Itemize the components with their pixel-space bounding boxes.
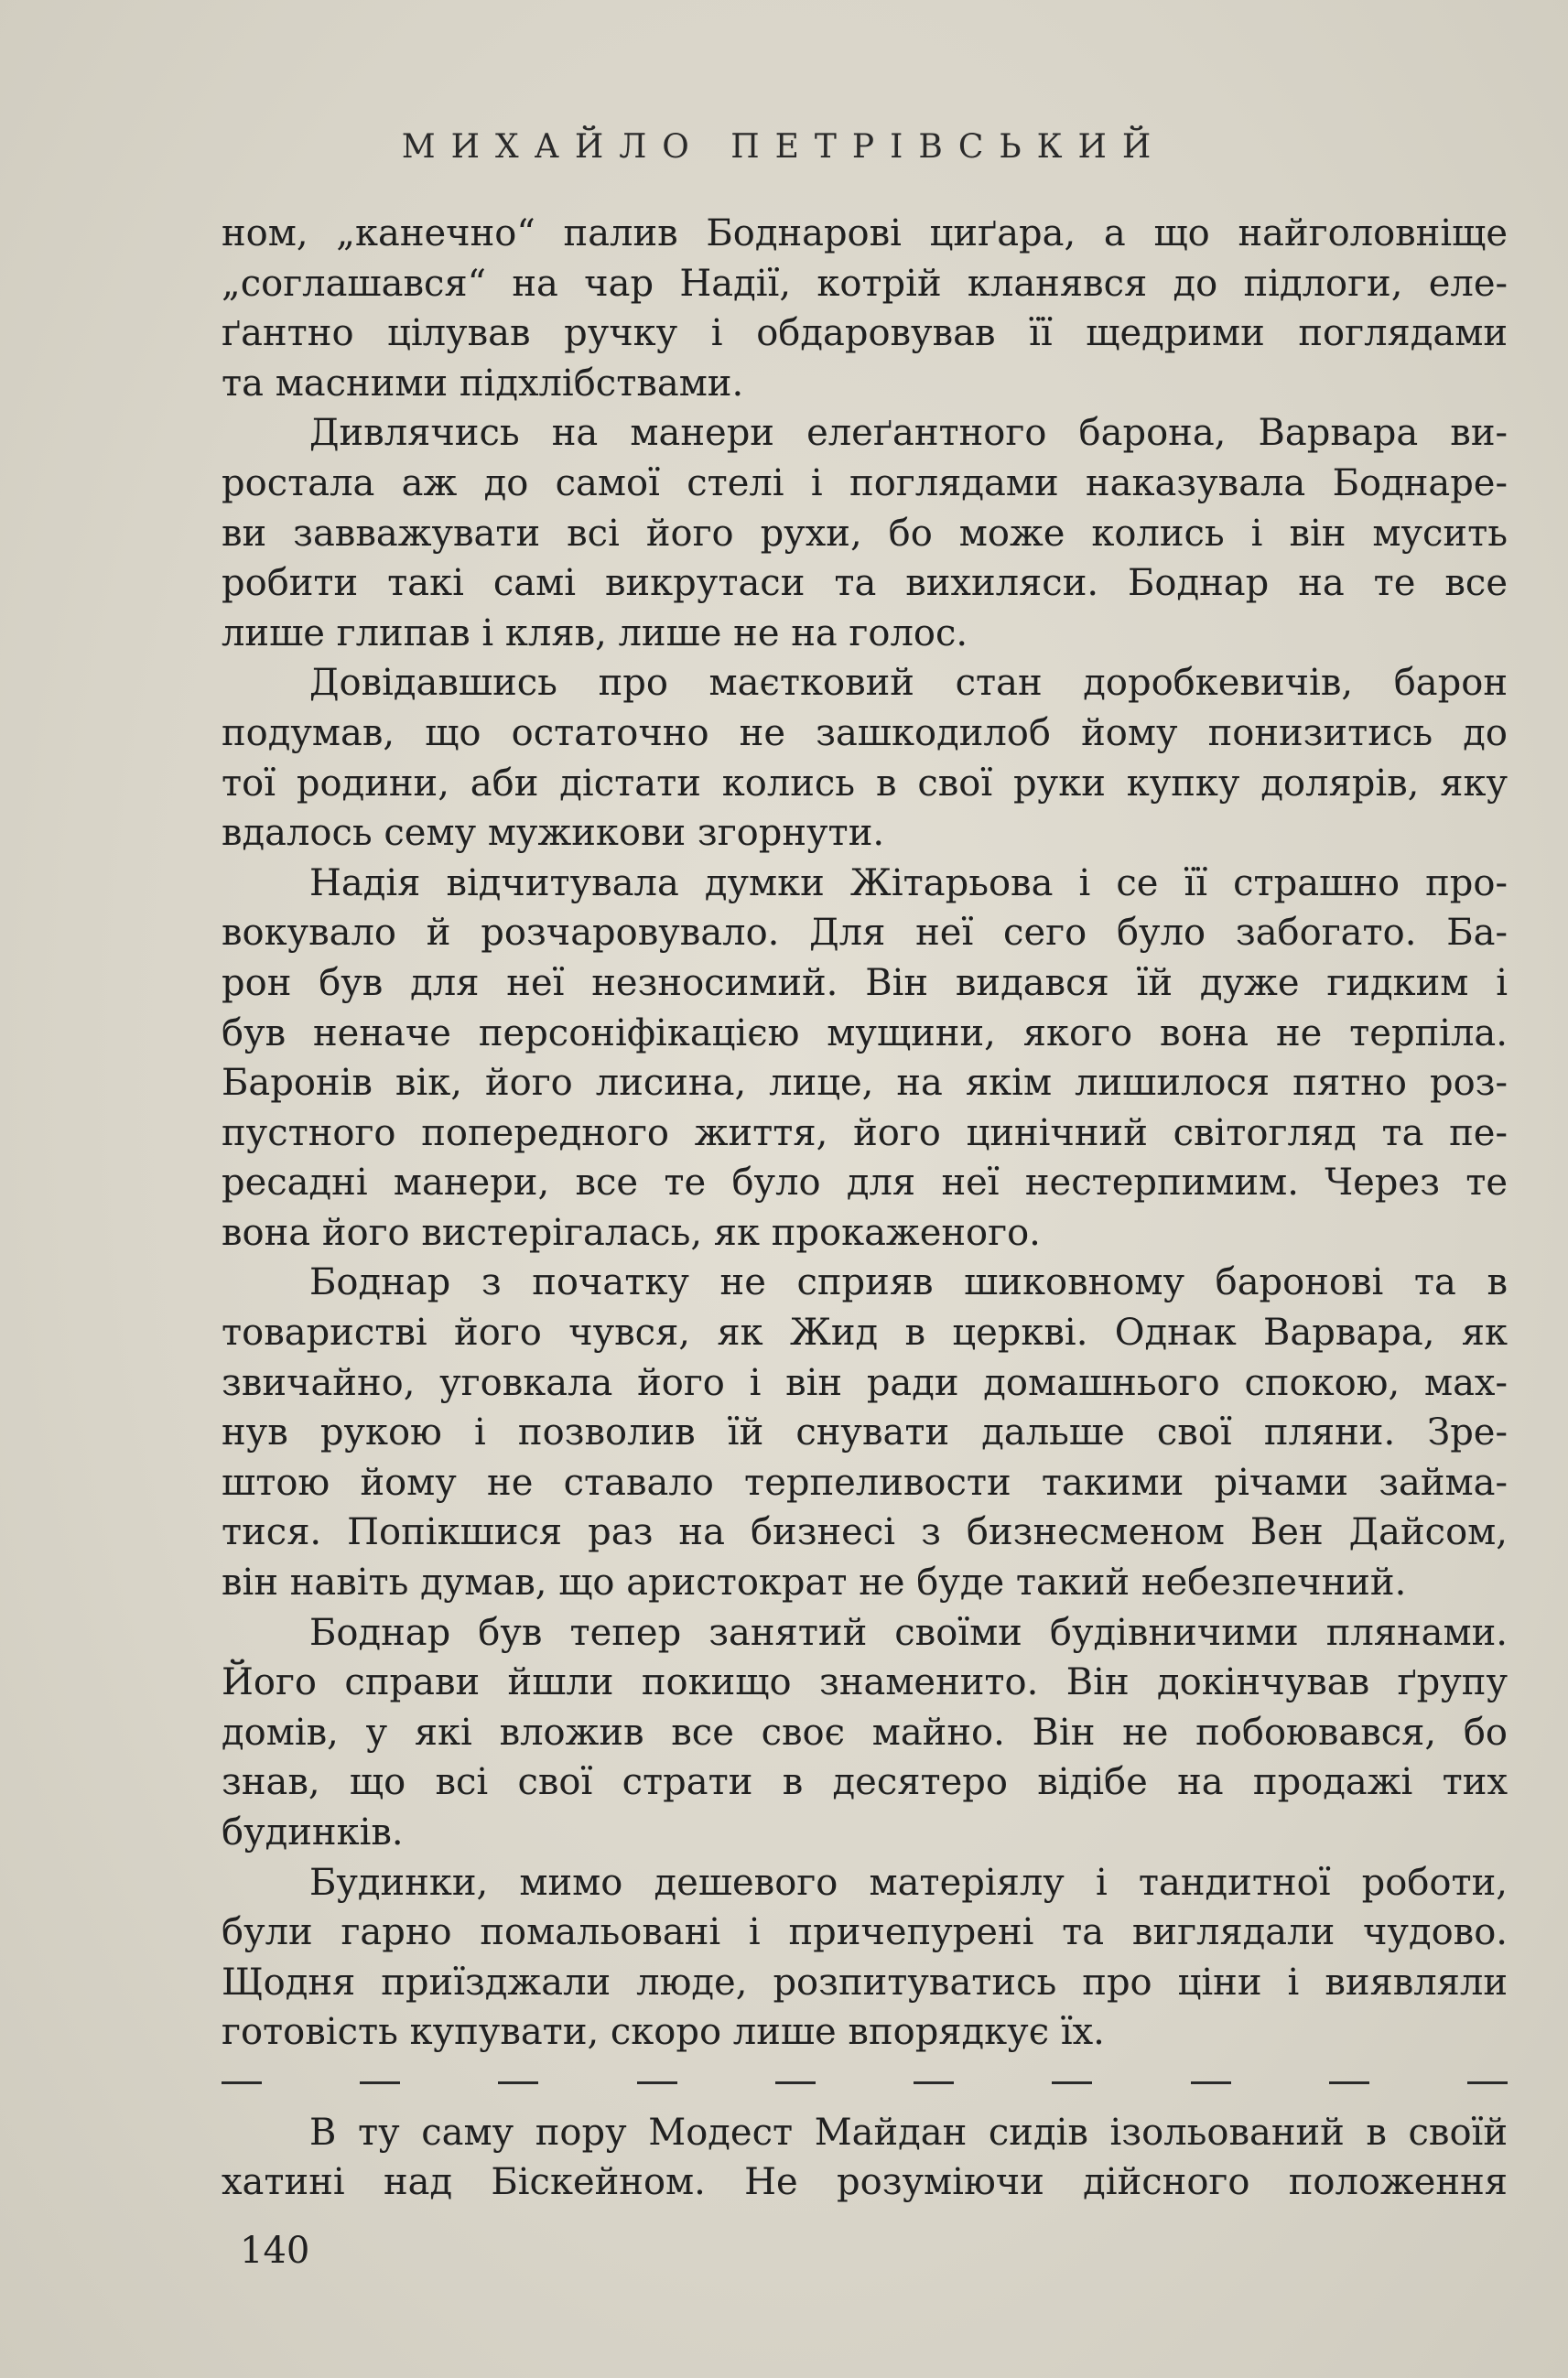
text-line: Боднар був тепер занятий своїми будівничими плянами. — [309, 1611, 1508, 1654]
text-line: будинків. — [222, 1811, 404, 1854]
divider-dash — [1467, 2081, 1508, 2084]
text-line: Довідавшись про маєтковий стан доробкевичів, барон — [309, 662, 1508, 705]
text-line: В ту саму пору Модест Майдан сидів ізольований в своїй — [309, 2111, 1508, 2154]
page-number: 140 — [240, 2230, 310, 2272]
divider-dash — [498, 2081, 538, 2084]
divider-dash — [775, 2081, 816, 2084]
text-line: та масними підхлібствами. — [222, 362, 744, 405]
text-line: ном, „канечно“ палив Боднарові циґара, а що найголовніще — [222, 212, 1508, 254]
text-line: він навіть думав, що аристократ не буде такий небезпечний. — [222, 1562, 1407, 1605]
text-line: вокувало й розчаровувало. Для неї сего було забогато. Ба- — [222, 912, 1508, 955]
text-line: хатині над Біскейном. Не розуміючи дійсного положення — [222, 2161, 1508, 2204]
divider-dash — [222, 2081, 262, 2084]
divider-dash — [914, 2081, 954, 2084]
text-line: нув рукою і позволив їй снувати дальше свої пляни. Зре- — [222, 1411, 1508, 1454]
text-line: Будинки, мимо дешевого матеріялу і тандитної роботи, — [309, 1861, 1508, 1904]
divider-dash — [360, 2081, 400, 2084]
divider-dash — [1329, 2081, 1369, 2084]
text-line: домів, у які вложив все своє майно. Він не побоювався, бо — [222, 1711, 1508, 1754]
text-line: рон був для неї незносимий. Він видався їй дуже гидким і — [222, 961, 1508, 1004]
divider-dash — [637, 2081, 677, 2084]
text-line: штою йому не ставало терпеливости такими річами займа- — [222, 1461, 1508, 1504]
divider-dash — [1052, 2081, 1092, 2084]
text-line: вона його вистерігалась, як прокаженого. — [222, 1211, 1041, 1254]
text-line: Його справи йшли покищо знаменито. Він докінчував ґрупу — [222, 1661, 1508, 1704]
text-line: вдалось сему мужикови згорнути. — [222, 812, 885, 855]
text-line: ви завважувати всі його рухи, бо може колись і він мусить — [222, 512, 1508, 555]
text-line: тися. Попікшися раз на бизнесі з бизнесменом Вен Дайсом, — [222, 1511, 1508, 1554]
text-line: ресадні манери, все те було для неї нестерпимим. Через те — [222, 1162, 1508, 1205]
text-line: були гарно помальовані і причепурені та виглядали чудово. — [222, 1911, 1508, 1954]
text-line: був неначе персоніфікацією мущини, якого вона не терпіла. — [222, 1011, 1508, 1054]
text-line: Баронів вік, його лисина, лице, на якім лишилося пятно роз- — [222, 1062, 1508, 1105]
paragraphs — [222, 209, 1508, 2058]
running-head: МИХАЙЛО ПЕТРІВСЬКИЙ — [401, 128, 1167, 166]
text-line: тої родини, аби дістати колись в свої руки купку долярів, яку — [222, 762, 1508, 805]
text-line: звичайно, уговкала його і він ради домашнього спокою, мах- — [222, 1361, 1508, 1404]
text-line: Щодня приїзджали люде, розпитуватись про ціни і виявляли — [222, 1961, 1508, 2004]
text-line: товаристві його чувся, як Жид в церкві. Однак Варвара, як — [222, 1312, 1508, 1355]
text-line: робити такі самі викрутаси та вихиляси. Боднар на те все — [222, 562, 1508, 605]
text-line: пустного попередного життя, його цинічний світогляд та пе- — [222, 1111, 1508, 1154]
text-line: Надія відчитувала думки Жітарьова і се її страшно про- — [309, 861, 1508, 904]
text-line: подумав, що остаточно не зашкодилоб йому понизитись до — [222, 711, 1508, 754]
text-line: знав, що всі свої страти в десятеро відібе на продажі тих — [222, 1761, 1508, 1804]
text-line: Дивлячись на манери елеґантного барона, Варвара ви- — [309, 412, 1508, 455]
text-line: готовість купувати, скоро лише впорядкує їх. — [222, 2011, 1105, 2054]
text-line: лише глипав і кляв, лише не на голос. — [222, 611, 968, 654]
divider-dash — [1191, 2081, 1231, 2084]
text-line: ґантно цілував ручку і обдаровував її щедрими поглядами — [222, 312, 1508, 355]
text-line: Боднар з початку не сприяв шиковному баронові та в — [309, 1261, 1508, 1304]
body-text — [222, 209, 1508, 2208]
text-line: ростала аж до самої стелі і поглядами наказувала Боднаре- — [222, 461, 1508, 504]
section-divider — [222, 2058, 1508, 2108]
next-section-text — [222, 2108, 1508, 2208]
text-line: „соглашався“ на чар Надії, котрій кланявся до підлоги, еле- — [222, 262, 1508, 305]
